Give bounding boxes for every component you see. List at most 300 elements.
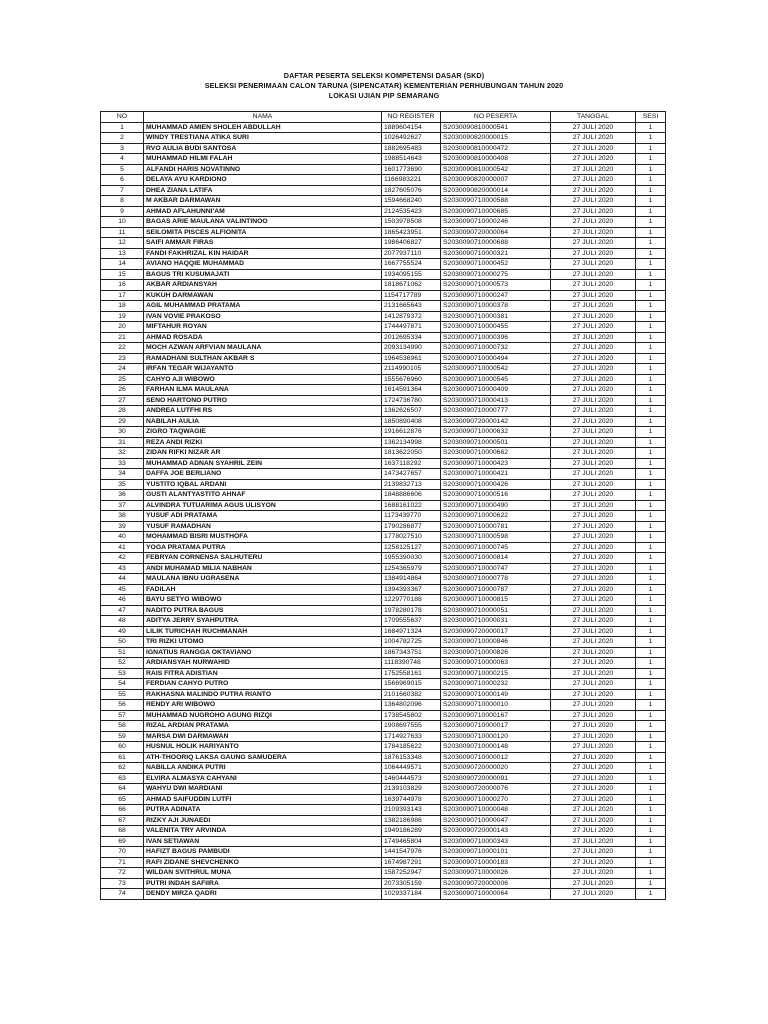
cell-no-register: 1258125127 [382, 542, 441, 553]
cell-sesi: 1 [636, 490, 666, 501]
table-row [101, 238, 666, 249]
cell-sesi: 1 [636, 563, 666, 574]
cell-sesi: 1 [636, 311, 666, 322]
cell-no-register: 1724736780 [382, 395, 441, 406]
cell-no-register: 1118390748 [382, 658, 441, 669]
cell-no-register: 1934095155 [382, 269, 441, 280]
cell-sesi: 1 [636, 301, 666, 312]
cell-tanggal: 27 JULI 2020 [551, 280, 636, 291]
cell-no-register: 1229770188 [382, 595, 441, 606]
cell-tanggal: 27 JULI 2020 [551, 658, 636, 669]
cell-no-register: 2109393143 [382, 805, 441, 816]
cell-nama: M AKBAR DARMAWAN [144, 196, 382, 207]
cell-tanggal: 27 JULI 2020 [551, 647, 636, 658]
table-row [101, 710, 666, 721]
cell-tanggal: 27 JULI 2020 [551, 679, 636, 690]
cell-no-register: 1818671062 [382, 280, 441, 291]
cell-tanggal: 27 JULI 2020 [551, 784, 636, 795]
cell-no-register: 1460444573 [382, 773, 441, 784]
cell-tanggal: 27 JULI 2020 [551, 416, 636, 427]
cell-no: 17 [101, 290, 144, 301]
cell-no-register: 1555676960 [382, 374, 441, 385]
cell-no: 25 [101, 374, 144, 385]
cell-no: 13 [101, 248, 144, 259]
cell-tanggal: 27 JULI 2020 [551, 259, 636, 270]
table-row [101, 458, 666, 469]
cell-tanggal: 27 JULI 2020 [551, 217, 636, 228]
cell-no: 18 [101, 301, 144, 312]
cell-nama: FARHAN ILMA MAULANA [144, 385, 382, 396]
cell-tanggal: 27 JULI 2020 [551, 374, 636, 385]
cell-no-peserta: S2030090710000270 [441, 794, 551, 805]
cell-nama: RVO AULIA BUDI SANTOSA [144, 143, 382, 154]
cell-sesi: 1 [636, 584, 666, 595]
cell-sesi: 1 [636, 742, 666, 753]
cell-tanggal: 27 JULI 2020 [551, 857, 636, 868]
cell-no: 20 [101, 322, 144, 333]
table-row [101, 122, 666, 133]
cell-tanggal: 27 JULI 2020 [551, 763, 636, 774]
cell-no: 66 [101, 805, 144, 816]
cell-sesi: 1 [636, 857, 666, 868]
table-row [101, 889, 666, 900]
cell-tanggal: 27 JULI 2020 [551, 826, 636, 837]
cell-sesi: 1 [636, 668, 666, 679]
cell-sesi: 1 [636, 448, 666, 459]
cell-no-register: 1173439770 [382, 511, 441, 522]
cell-nama: NABILAH AULIA [144, 416, 382, 427]
cell-tanggal: 27 JULI 2020 [551, 553, 636, 564]
table-row [101, 427, 666, 438]
cell-no-peserta: S2030090710000501 [441, 437, 551, 448]
cell-no: 8 [101, 196, 144, 207]
cell-sesi: 1 [636, 385, 666, 396]
cell-sesi: 1 [636, 595, 666, 606]
cell-sesi: 1 [636, 826, 666, 837]
cell-no-register: 1382186986 [382, 815, 441, 826]
cell-no-peserta: S2030090710000215 [441, 668, 551, 679]
cell-sesi: 1 [636, 416, 666, 427]
table-row [101, 553, 666, 564]
cell-nama: MUHAMMAD ADNAN SYAHRIL ZEIN [144, 458, 382, 469]
document-header [0, 71, 768, 101]
cell-sesi: 1 [636, 794, 666, 805]
cell-sesi: 1 [636, 322, 666, 333]
cell-sesi: 1 [636, 248, 666, 259]
cell-sesi: 1 [636, 637, 666, 648]
cell-nama: AKBAR ARDIANSYAH [144, 280, 382, 291]
table-row [101, 805, 666, 816]
cell-no-peserta: S2030090710000183 [441, 857, 551, 868]
cell-no-peserta: S2030090710000814 [441, 553, 551, 564]
cell-no: 1 [101, 122, 144, 133]
cell-no-peserta: S2030090710000381 [441, 311, 551, 322]
cell-no: 28 [101, 406, 144, 417]
cell-tanggal: 27 JULI 2020 [551, 353, 636, 364]
cell-nama: WILDAN SVITHRUL MUNA [144, 868, 382, 879]
cell-nama: CAHYO AJI WIBOWO [144, 374, 382, 385]
cell-no-register: 1955390030 [382, 553, 441, 564]
cell-no-register: 1978280178 [382, 605, 441, 616]
table-row [101, 742, 666, 753]
cell-no-register: 1614591364 [382, 385, 441, 396]
cell-no-peserta: S2030090710000012 [441, 752, 551, 763]
cell-nama: HUSNUL HOLIK HARIYANTO [144, 742, 382, 753]
cell-tanggal: 27 JULI 2020 [551, 511, 636, 522]
table-row [101, 490, 666, 501]
cell-no: 31 [101, 437, 144, 448]
cell-tanggal: 27 JULI 2020 [551, 175, 636, 186]
cell-no: 32 [101, 448, 144, 459]
cell-no: 50 [101, 637, 144, 648]
cell-sesi: 1 [636, 395, 666, 406]
cell-no-register: 1850890408 [382, 416, 441, 427]
cell-no-peserta: S2030090710000777 [441, 406, 551, 417]
cell-nama: TRI RIZKI UTOMO [144, 637, 382, 648]
cell-nama: LILIK TURICHAH RUCHMANAH [144, 626, 382, 637]
cell-no: 16 [101, 280, 144, 291]
cell-nama: AHMAD ROSADA [144, 332, 382, 343]
cell-no: 3 [101, 143, 144, 154]
cell-no-peserta: S2030090710000343 [441, 836, 551, 847]
cell-no-register: 1876153348 [382, 752, 441, 763]
cell-nama: PUTRI INDAH SAFIIRA [144, 878, 382, 889]
cell-tanggal: 27 JULI 2020 [551, 794, 636, 805]
table-row [101, 658, 666, 669]
cell-no-peserta: S2030090710000622 [441, 511, 551, 522]
cell-no: 23 [101, 353, 144, 364]
cell-nama: FADILAH [144, 584, 382, 595]
cell-nama: DAFFA JOE BERLIANO [144, 469, 382, 480]
table-row [101, 206, 666, 217]
cell-no: 49 [101, 626, 144, 637]
cell-tanggal: 27 JULI 2020 [551, 878, 636, 889]
cell-tanggal: 27 JULI 2020 [551, 395, 636, 406]
table-row [101, 248, 666, 259]
cell-nama: YUSUF ADI PRATAMA [144, 511, 382, 522]
cell-no-register: 1674987291 [382, 857, 441, 868]
cell-no: 55 [101, 689, 144, 700]
cell-no: 21 [101, 332, 144, 343]
cell-no-peserta: S2030090710000149 [441, 689, 551, 700]
cell-tanggal: 27 JULI 2020 [551, 206, 636, 217]
cell-no: 22 [101, 343, 144, 354]
cell-no-register: 2139103829 [382, 784, 441, 795]
cell-no-register: 2073305159 [382, 878, 441, 889]
cell-tanggal: 27 JULI 2020 [551, 122, 636, 133]
cell-sesi: 1 [636, 731, 666, 742]
cell-no-peserta: S2030090710000275 [441, 269, 551, 280]
cell-tanggal: 27 JULI 2020 [551, 164, 636, 175]
cell-no-peserta: S2030090820000015 [441, 133, 551, 144]
cell-sesi: 1 [636, 542, 666, 553]
cell-tanggal: 27 JULI 2020 [551, 668, 636, 679]
cell-no-register: 1916612876 [382, 427, 441, 438]
cell-nama: RAIS FITRA ADISTIAN [144, 668, 382, 679]
cell-sesi: 1 [636, 500, 666, 511]
cell-no-register: 1744497871 [382, 322, 441, 333]
cell-no: 61 [101, 752, 144, 763]
cell-no-peserta: S2030090710000048 [441, 805, 551, 816]
cell-nama: RENDY ARI WIBOWO [144, 700, 382, 711]
cell-no-peserta: S2030090720000006 [441, 878, 551, 889]
cell-no: 53 [101, 668, 144, 679]
cell-no: 36 [101, 490, 144, 501]
cell-tanggal: 27 JULI 2020 [551, 427, 636, 438]
cell-no-peserta: S2030090710000026 [441, 868, 551, 879]
cell-sesi: 1 [636, 269, 666, 280]
cell-no-register: 1867343751 [382, 647, 441, 658]
cell-tanggal: 27 JULI 2020 [551, 521, 636, 532]
table-row [101, 395, 666, 406]
cell-no-peserta: S2030090710000632 [441, 427, 551, 438]
cell-no: 5 [101, 164, 144, 175]
cell-no-peserta: S2030090710000787 [441, 584, 551, 595]
cell-tanggal: 27 JULI 2020 [551, 448, 636, 459]
cell-nama: ATH-THOORIQ LAKSA GAUNG SAMUDERA [144, 752, 382, 763]
cell-no-register: 2077937110 [382, 248, 441, 259]
cell-sesi: 1 [636, 805, 666, 816]
table-row [101, 574, 666, 585]
cell-sesi: 1 [636, 164, 666, 175]
document-location: LOKASI UJIAN PIP SEMARANG [328, 91, 440, 100]
cell-sesi: 1 [636, 227, 666, 238]
table-row [101, 406, 666, 417]
table-row [101, 364, 666, 375]
table-row [101, 815, 666, 826]
cell-sesi: 1 [636, 217, 666, 228]
cell-no-peserta: S2030090710000747 [441, 563, 551, 574]
cell-no-peserta: S2030090720000143 [441, 826, 551, 837]
cell-sesi: 1 [636, 238, 666, 249]
cell-nama: AVIANO HAQQIE MUHAMMAD [144, 259, 382, 270]
cell-no-peserta: S2030090710000051 [441, 605, 551, 616]
cell-sesi: 1 [636, 616, 666, 627]
cell-no-register: 2101660382 [382, 689, 441, 700]
cell-no: 6 [101, 175, 144, 186]
cell-sesi: 1 [636, 185, 666, 196]
cell-no-peserta: S2030090710000047 [441, 815, 551, 826]
cell-no-register: 1594668240 [382, 196, 441, 207]
cell-tanggal: 27 JULI 2020 [551, 752, 636, 763]
table-row [101, 227, 666, 238]
cell-no-register: 1964536961 [382, 353, 441, 364]
cell-nama: GUSTI ALANTYASTITO AHNAF [144, 490, 382, 501]
cell-sesi: 1 [636, 679, 666, 690]
table-row [101, 857, 666, 868]
column-header-no-register: NO REGISTER [382, 112, 441, 123]
table-row [101, 847, 666, 858]
cell-sesi: 1 [636, 574, 666, 585]
cell-sesi: 1 [636, 511, 666, 522]
cell-tanggal: 27 JULI 2020 [551, 322, 636, 333]
cell-nama: FERDIAN CAHYO PUTRO [144, 679, 382, 690]
cell-no-peserta: S2030090710000598 [441, 532, 551, 543]
table-row [101, 164, 666, 175]
cell-sesi: 1 [636, 364, 666, 375]
cell-sesi: 1 [636, 710, 666, 721]
column-header-tanggal: TANGGAL [551, 112, 636, 123]
cell-sesi: 1 [636, 259, 666, 270]
cell-no: 39 [101, 521, 144, 532]
cell-tanggal: 27 JULI 2020 [551, 595, 636, 606]
cell-sesi: 1 [636, 437, 666, 448]
cell-no-register: 2131665643 [382, 301, 441, 312]
cell-no-peserta: S2030090710000247 [441, 290, 551, 301]
cell-sesi: 1 [636, 458, 666, 469]
cell-tanggal: 27 JULI 2020 [551, 626, 636, 637]
cell-no: 42 [101, 553, 144, 564]
cell-tanggal: 27 JULI 2020 [551, 238, 636, 249]
cell-tanggal: 27 JULI 2020 [551, 689, 636, 700]
cell-nama: RIZAL ARDIAN PRATAMA [144, 721, 382, 732]
table-row [101, 353, 666, 364]
cell-no-register: 1441547976 [382, 847, 441, 858]
cell-tanggal: 27 JULI 2020 [551, 532, 636, 543]
cell-no: 43 [101, 563, 144, 574]
table-row [101, 542, 666, 553]
cell-no-register: 1637118292 [382, 458, 441, 469]
cell-no-register: 1362626507 [382, 406, 441, 417]
cell-no: 26 [101, 385, 144, 396]
cell-nama: FEBRYAN CORNENSA SALHUTERU [144, 553, 382, 564]
cell-nama: WINDY TRESTIANA ATIKA SURI [144, 133, 382, 144]
cell-nama: RIZKY AJI JUNAEDI [144, 815, 382, 826]
cell-no-register: 1503978508 [382, 217, 441, 228]
table-row [101, 479, 666, 490]
cell-no-register: 1254365979 [382, 563, 441, 574]
cell-no-peserta: S2030090710000017 [441, 721, 551, 732]
cell-no-peserta: S2030090710000101 [441, 847, 551, 858]
table-row [101, 626, 666, 637]
cell-no-peserta: S2030090710000246 [441, 217, 551, 228]
cell-nama: ZIDAN RIFKI NIZAR AR [144, 448, 382, 459]
cell-no-peserta: S2030090710000421 [441, 469, 551, 480]
table-row [101, 773, 666, 784]
cell-no-peserta: S2030090710000588 [441, 196, 551, 207]
cell-sesi: 1 [636, 133, 666, 144]
cell-no: 34 [101, 469, 144, 480]
table-row [101, 133, 666, 144]
cell-nama: MOCH AZWAN ARFVIAN MAULANA [144, 343, 382, 354]
table-row [101, 385, 666, 396]
cell-tanggal: 27 JULI 2020 [551, 805, 636, 816]
cell-tanggal: 27 JULI 2020 [551, 290, 636, 301]
cell-no-register: 2093134990 [382, 343, 441, 354]
cell-sesi: 1 [636, 521, 666, 532]
cell-no-peserta: S2030090710000826 [441, 647, 551, 658]
cell-no: 37 [101, 500, 144, 511]
cell-sesi: 1 [636, 626, 666, 637]
cell-tanggal: 27 JULI 2020 [551, 637, 636, 648]
column-header-nama: NAMA [144, 112, 382, 123]
cell-no-register: 1714927633 [382, 731, 441, 742]
cell-sesi: 1 [636, 353, 666, 364]
cell-nama: ZIGRO TAQWAGIE [144, 427, 382, 438]
cell-sesi: 1 [636, 122, 666, 133]
cell-no: 24 [101, 364, 144, 375]
cell-no-peserta: S2030090710000232 [441, 679, 551, 690]
table-row [101, 595, 666, 606]
cell-no-register: 1566969015 [382, 679, 441, 690]
cell-nama: IGNATIUS RANGGA OKTAVIANO [144, 647, 382, 658]
cell-nama: AHMAD AFLAHUNNI'AM [144, 206, 382, 217]
cell-sesi: 1 [636, 206, 666, 217]
cell-nama: ALFANDI HARIS NOVATINNO [144, 164, 382, 175]
cell-nama: RAFI ZIDANE SHEVCHENKO [144, 857, 382, 868]
cell-no: 59 [101, 731, 144, 742]
cell-sesi: 1 [636, 689, 666, 700]
cell-tanggal: 27 JULI 2020 [551, 311, 636, 322]
cell-nama: MUHAMMAD HILMI FALAH [144, 154, 382, 165]
cell-tanggal: 27 JULI 2020 [551, 889, 636, 900]
table-row [101, 469, 666, 480]
cell-nama: BAYU SETYO WIBOWO [144, 595, 382, 606]
table-row [101, 563, 666, 574]
table-row [101, 794, 666, 805]
cell-sesi: 1 [636, 427, 666, 438]
table-row [101, 763, 666, 774]
cell-no-peserta: S2030090810000408 [441, 154, 551, 165]
cell-sesi: 1 [636, 815, 666, 826]
cell-sesi: 1 [636, 889, 666, 900]
cell-no: 69 [101, 836, 144, 847]
cell-no-register: 2139832713 [382, 479, 441, 490]
cell-no: 47 [101, 605, 144, 616]
cell-sesi: 1 [636, 647, 666, 658]
cell-tanggal: 27 JULI 2020 [551, 458, 636, 469]
cell-no-peserta: S2030090710000516 [441, 490, 551, 501]
table-row [101, 668, 666, 679]
cell-no: 70 [101, 847, 144, 858]
cell-tanggal: 27 JULI 2020 [551, 437, 636, 448]
table-row [101, 280, 666, 291]
table-row [101, 416, 666, 427]
table-row [101, 322, 666, 333]
table-row [101, 154, 666, 165]
cell-tanggal: 27 JULI 2020 [551, 406, 636, 417]
cell-no-peserta: S2030090710000031 [441, 616, 551, 627]
table-row [101, 637, 666, 648]
table-row [101, 752, 666, 763]
cell-nama: DHEA ZIANA LATIFA [144, 185, 382, 196]
column-header-no: NO [101, 112, 144, 123]
cell-nama: YOGA PRATAMA PUTRA [144, 542, 382, 553]
cell-sesi: 1 [636, 752, 666, 763]
cell-no-register: 1778027510 [382, 532, 441, 543]
cell-no-register: 1064449571 [382, 763, 441, 774]
cell-tanggal: 27 JULI 2020 [551, 185, 636, 196]
cell-no-register: 1587252947 [382, 868, 441, 879]
cell-sesi: 1 [636, 374, 666, 385]
cell-no-peserta: S2030090710000778 [441, 574, 551, 585]
cell-no: 54 [101, 679, 144, 690]
cell-no-register: 1004782725 [382, 637, 441, 648]
cell-no-peserta: S2030090710000321 [441, 248, 551, 259]
cell-sesi: 1 [636, 332, 666, 343]
cell-no: 4 [101, 154, 144, 165]
cell-nama: SAIFI AMMAR FIRAS [144, 238, 382, 249]
cell-nama: BAGAS ARIE MAULANA VALINTINOO [144, 217, 382, 228]
cell-no-register: 1784185622 [382, 742, 441, 753]
cell-tanggal: 27 JULI 2020 [551, 490, 636, 501]
cell-no-register: 1384914864 [382, 574, 441, 585]
cell-no: 30 [101, 427, 144, 438]
cell-tanggal: 27 JULI 2020 [551, 301, 636, 312]
cell-nama: DENDY MIRZA QADRI [144, 889, 382, 900]
cell-nama: MAULANA IBNU UGRASENA [144, 574, 382, 585]
cell-no-peserta: S2030090710000426 [441, 479, 551, 490]
